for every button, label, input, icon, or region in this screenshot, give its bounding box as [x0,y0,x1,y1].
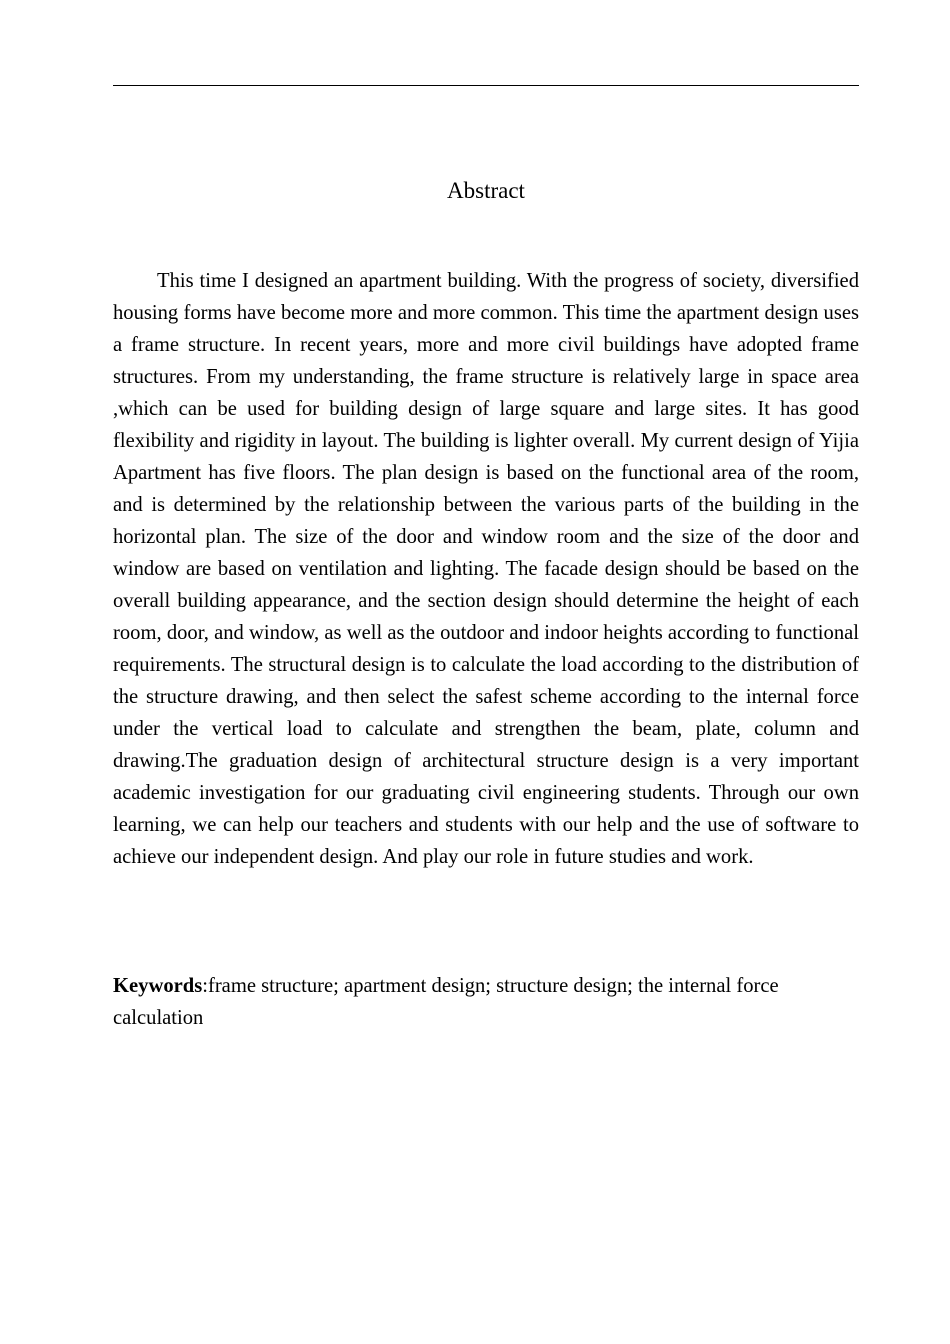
keywords-separator: : [202,975,208,997]
abstract-title: Abstract [447,178,525,203]
header-rule [113,85,859,86]
keywords-line [113,970,859,1034]
keywords-label: Keywords [113,975,203,997]
abstract-body: This time I designed an apartment building. With the progress of society, diversified housing forms have become more and more common. This time the apartment design uses a frame structure. In recent years, more and more civil buildings have adopted frame structures. From my understanding, the frame structure is relatively large in space area ,which can be used for building design of large square and large sites. It has good flexibility and rigidity in layout. The building is lighter overall. My current design of Yijia Apartment has five floors. The plan design is based on the functional area of the room, and is determined by the relationship between the various parts of the building in the horizontal plan. The size of the door and window room and the size of the door and window are based on ventilation and lighting. The facade design should be based on the overall building appearance, and the section design should determine the height of each room, door, and window, as well as the outdoor and indoor heights according to functional requirements. The structural design is to calculate the load according to the distribution of the structure drawing, and then select the safest scheme according to the internal force under the vertical load to calculate and strengthen the beam, plate, column and drawing.The graduation design of architectural structure design is a very important academic investigation for our graduating civil engineering students. Through our own learning, we can help our teachers and students with our help and the use of software to achieve our independent design. And play our role in future studies and work. [113,270,859,868]
keywords-text: frame structure; apartment design; structure design; the internal force calculation [113,975,779,1029]
